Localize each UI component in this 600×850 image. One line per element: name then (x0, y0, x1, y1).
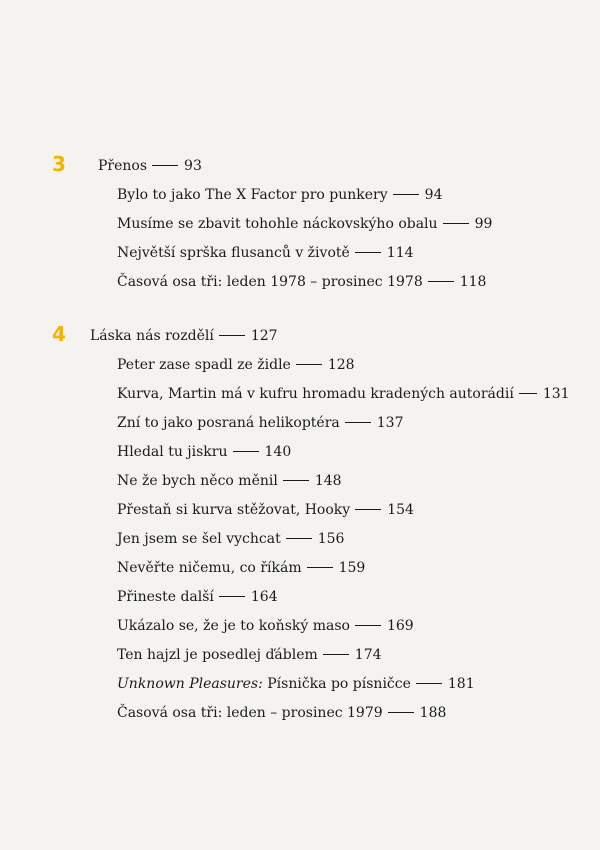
toc-entry (117, 699, 446, 727)
leader-line (393, 194, 419, 195)
entry-title: Písnička po písničce (267, 676, 411, 692)
leader-line (355, 625, 381, 626)
entry-title: Jen jsem se šel vychcat (117, 531, 281, 547)
leader-line (286, 538, 312, 539)
leader-line (152, 165, 178, 166)
entry-page: 93 (184, 158, 202, 174)
toc-entry (117, 525, 344, 553)
entry-title: Zní to jako posraná helikoptéra (117, 415, 340, 431)
entry-title: Kurva, Martin má v kufru hromadu kradených autorádií (117, 386, 514, 402)
entry-page: 131 (542, 386, 570, 402)
chapter-entry (98, 152, 202, 180)
entry-title: Ukázalo se, že je to koňský maso (117, 618, 350, 634)
entry-page: 148 (314, 473, 342, 489)
entry-title: Hledal tu jiskru (117, 444, 228, 460)
entry-title: Láska nás rozdělí (90, 328, 214, 344)
entry-page: 140 (264, 444, 292, 460)
entry-page: 114 (386, 245, 414, 261)
toc-entry (117, 409, 403, 437)
toc-entry (117, 670, 475, 698)
leader-line (388, 712, 414, 713)
entry-title: Přenos (98, 158, 148, 174)
toc-entry (117, 496, 414, 524)
entry-page: 154 (387, 502, 414, 518)
entry-title: Peter zase spadl ze židle (117, 357, 291, 373)
leader-line (345, 422, 371, 423)
section-number: 3 (52, 152, 66, 176)
entry-page: 159 (338, 560, 366, 576)
entry-title-italic: Unknown Pleasures: (117, 676, 263, 692)
entry-page: 174 (354, 647, 382, 663)
toc-entry (117, 583, 278, 611)
leader-line (443, 223, 469, 224)
toc-entry (117, 351, 355, 379)
entry-page: 181 (447, 676, 475, 692)
leader-line (283, 480, 309, 481)
toc-entry (117, 612, 414, 640)
toc-entry (117, 210, 492, 238)
entry-title: Ne že bych něco měnil (117, 473, 278, 489)
toc-entry (117, 467, 342, 495)
entry-title: Musíme se zbavit tohohle náckovskýho obalu (117, 216, 438, 232)
section-number: 4 (52, 322, 66, 346)
leader-line (307, 567, 333, 568)
leader-line (233, 451, 259, 452)
entry-title: Přestaň si kurva stěžovat, Hooky (117, 502, 351, 518)
entry-page: 128 (327, 357, 355, 373)
entry-page: 99 (474, 216, 493, 232)
leader-line (355, 509, 381, 510)
entry-page: 137 (376, 415, 404, 431)
entry-title: Ten hajzl je posedlej ďáblem (117, 647, 318, 663)
leader-line (416, 683, 442, 684)
entry-page: 156 (317, 531, 345, 547)
entry-page: 164 (250, 589, 278, 605)
toc-entry (117, 641, 382, 669)
toc-entry (117, 380, 570, 408)
entry-title: Bylo to jako The X Factor pro punkery (117, 187, 388, 203)
leader-line (428, 281, 454, 282)
entry-title: Časová osa tři: leden – prosinec 1979 (117, 705, 383, 721)
toc-entry (117, 181, 443, 209)
leader-line (323, 654, 349, 655)
chapter-entry (90, 322, 278, 350)
entry-page: 169 (386, 618, 414, 634)
entry-page: 127 (250, 328, 278, 344)
entry-title: Nevěřte ničemu, co říkám (117, 560, 302, 576)
leader-line (296, 364, 322, 365)
leader-line (519, 393, 537, 394)
toc-entry (117, 554, 365, 582)
toc-entry (117, 268, 486, 296)
entry-title: Největší sprška flusanců v životě (117, 245, 350, 261)
leader-line (219, 335, 245, 336)
entry-title: Časová osa tři: leden 1978 – prosinec 1978 (117, 274, 423, 290)
toc-entry (117, 239, 414, 267)
entry-title: Přineste další (117, 589, 214, 605)
toc-entry (117, 438, 291, 466)
entry-page: 118 (459, 274, 487, 290)
entry-page: 188 (419, 705, 447, 721)
entry-page: 94 (424, 187, 443, 203)
leader-line (219, 596, 245, 597)
leader-line (355, 252, 381, 253)
